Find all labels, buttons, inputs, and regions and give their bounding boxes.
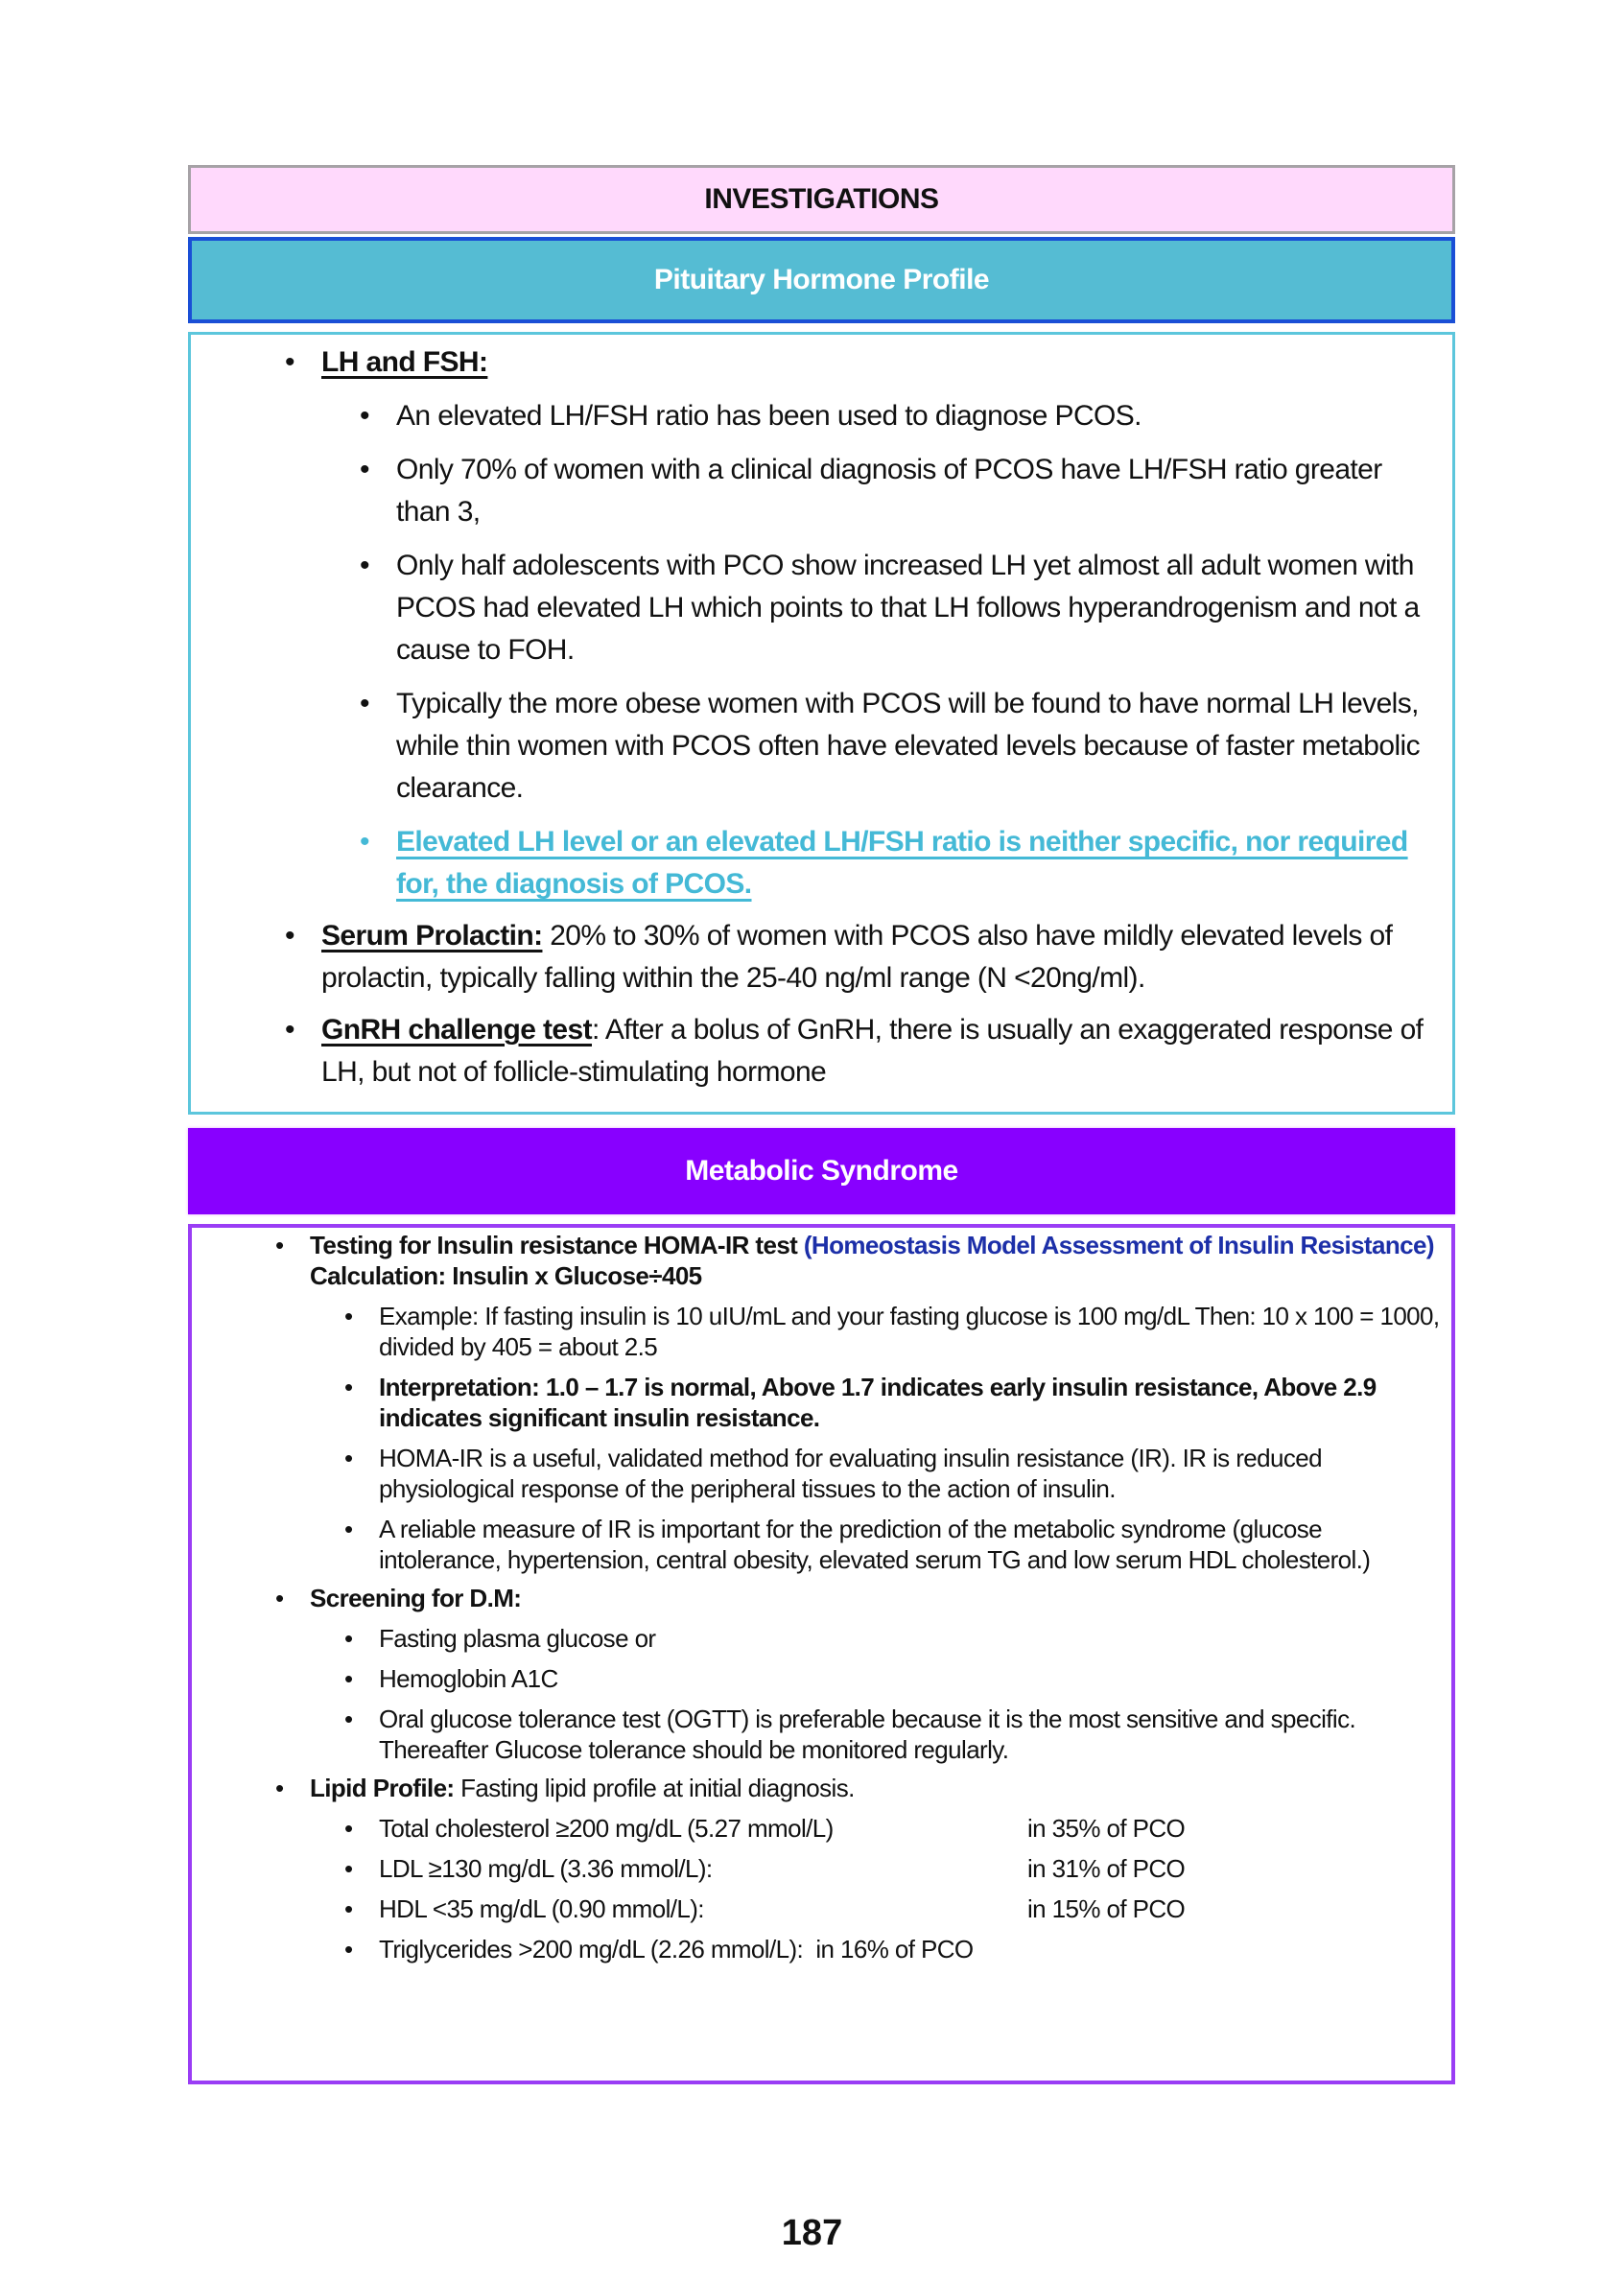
lipid-row	[344, 1853, 1442, 1884]
lipid-sublist	[344, 1813, 1442, 1964]
bullet-icon: •	[275, 1774, 284, 1802]
bullet-icon: •	[344, 1664, 353, 1693]
list-item-text: Oral glucose tolerance test (OGTT) is preferable because it is the most sensitive and specific. Thereafter Glucose tolerance should be monitored regularly.	[379, 1705, 1356, 1764]
bullet-icon: •	[344, 1854, 353, 1883]
metabolic-section-title: Metabolic Syndrome	[685, 1155, 958, 1187]
prolactin-text: 20% to 30% of women with PCOS also have mildly elevated levels of prolactin, typically falling within the 25-40 ng/ml range (N <20ng/ml).	[321, 920, 1393, 994]
homa-lead: Testing for Insulin resistance HOMA-IR test	[310, 1231, 804, 1259]
lipid-row	[344, 1813, 1442, 1844]
highlight-text: Elevated LH level or an elevated LH/FSH ratio is neither specific, nor required for, the diagnosis of PCOS.	[396, 826, 1408, 900]
pituitary-list	[285, 341, 1434, 1093]
bullet-icon: •	[344, 1373, 353, 1401]
lipid-row-label: Total cholesterol ≥200 mg/dL (5.27 mmol/L)	[379, 1814, 834, 1843]
highlight-item	[360, 821, 1434, 905]
list-item-text: An elevated LH/FSH ratio has been used to diagnose PCOS.	[396, 400, 1142, 432]
bullet-icon: •	[344, 1935, 353, 1964]
homa-item	[275, 1230, 1442, 1575]
metabolic-list	[275, 1230, 1442, 1964]
list-item	[344, 1372, 1442, 1433]
lipid-row	[344, 1893, 1442, 1924]
list-item-text: Hemoglobin A1C	[379, 1664, 558, 1693]
investigations-header	[188, 165, 1455, 234]
list-item	[344, 1623, 1442, 1654]
lipid-text: Fasting lipid profile at initial diagnosis.	[454, 1774, 855, 1802]
list-item-text: Fasting plasma glucose or	[379, 1624, 656, 1653]
prolactin-label: Serum Prolactin:	[321, 920, 543, 952]
lipid-row-label: LDL ≥130 mg/dL (3.36 mmol/L):	[379, 1854, 713, 1883]
bullet-icon: •	[344, 1624, 353, 1653]
list-item	[344, 1704, 1442, 1765]
bullet-icon: •	[344, 1814, 353, 1843]
list-item-text: Typically the more obese women with PCOS will be found to have normal LH levels, while thin women with PCOS often have elevated levels because of faster metabolic clearance.	[396, 688, 1420, 804]
list-item	[360, 395, 1434, 437]
list-item-text: Only half adolescents with PCO show increased LH yet almost all adult women with PCOS had elevated LH which points to that LH follows hyperandrogenism and not a cause to FOH.	[396, 550, 1420, 666]
lh-fsh-sublist	[360, 395, 1434, 905]
page-number: 187	[781, 2213, 843, 2253]
bullet-icon: •	[360, 400, 369, 432]
list-item	[344, 1443, 1442, 1504]
lipid-row	[344, 1934, 1442, 1964]
bullet-icon: •	[344, 1515, 353, 1543]
bullet-icon: •	[285, 1014, 294, 1046]
list-item	[360, 449, 1434, 533]
bullet-icon: •	[344, 1444, 353, 1472]
pituitary-section-banner	[188, 237, 1455, 323]
dm-item	[275, 1583, 1442, 1765]
bullet-icon: •	[360, 826, 369, 858]
lh-fsh-item	[285, 341, 1434, 905]
pituitary-section-title: Pituitary Hormone Profile	[653, 264, 990, 295]
prolactin-item	[285, 915, 1434, 999]
lipid-row-text: Triglycerides >200 mg/dL (2.26 mmol/L): in 16% of PCO	[379, 1935, 974, 1964]
homa-interpretation: Interpretation: 1.0 – 1.7 is normal, Above 1.7 indicates early insulin resistance, Above 2.9 indicates significant insulin resistance.	[379, 1373, 1377, 1432]
lipid-label: Lipid Profile:	[310, 1774, 455, 1802]
homa-sublist	[344, 1301, 1442, 1575]
bullet-icon: •	[360, 688, 369, 719]
lipid-row-value: in 35% of PCO	[1027, 1814, 1186, 1843]
homa-example: Example: If fasting insulin is 10 uIU/mL and your fasting glucose is 100 mg/dL Then: 10 x 100 = 1000, divided by 405 = about 2.5	[379, 1302, 1440, 1361]
lipid-item	[275, 1773, 1442, 1964]
homa-reliable: A reliable measure of IR is important for the prediction of the metabolic syndrome (glucose intolerance, hypertension, central obesity, elevated serum TG and low serum HDL cholesterol.)	[379, 1515, 1371, 1574]
bullet-icon: •	[275, 1231, 284, 1259]
bullet-icon: •	[344, 1894, 353, 1923]
bullet-icon: •	[285, 920, 294, 952]
homa-useful: HOMA-IR is a useful, validated method for evaluating insulin resistance (IR). IR is reduced physiological response of the peripheral tissues to the action of insulin.	[379, 1444, 1322, 1503]
list-item	[344, 1301, 1442, 1362]
dm-sublist	[344, 1623, 1442, 1765]
gnrh-label: GnRH challenge test	[321, 1014, 592, 1046]
bullet-icon: •	[360, 454, 369, 485]
gnrh-text: : After a bolus of GnRH, there is usually an exaggerated response of LH, but not of follicle-stimulating hormone	[321, 1014, 1424, 1088]
lh-fsh-label: LH and FSH:	[321, 346, 488, 378]
lipid-row-value: in 15% of PCO	[1027, 1894, 1186, 1923]
bullet-icon: •	[344, 1302, 353, 1330]
homa-calc: Calculation: Insulin x Glucose÷405	[310, 1261, 702, 1290]
bullet-icon: •	[344, 1705, 353, 1733]
bullet-icon: •	[275, 1584, 284, 1612]
lipid-row-value: in 31% of PCO	[1027, 1854, 1186, 1883]
header-title: INVESTIGATIONS	[704, 183, 939, 215]
dm-label: Screening for D.M:	[310, 1584, 522, 1612]
bullet-icon: •	[285, 346, 294, 378]
homa-expansion: (Homeostasis Model Assessment of Insulin Resistance)	[803, 1231, 1434, 1259]
metabolic-section-banner	[188, 1128, 1455, 1214]
gnrh-item	[285, 1009, 1434, 1093]
list-item	[360, 545, 1434, 671]
list-item	[360, 683, 1434, 810]
list-item-text: Only 70% of women with a clinical diagnosis of PCOS have LH/FSH ratio greater than 3,	[396, 454, 1382, 528]
bullet-icon: •	[360, 550, 369, 581]
list-item	[344, 1514, 1442, 1575]
lipid-row-label: HDL <35 mg/dL (0.90 mmol/L):	[379, 1894, 704, 1923]
list-item	[344, 1663, 1442, 1694]
